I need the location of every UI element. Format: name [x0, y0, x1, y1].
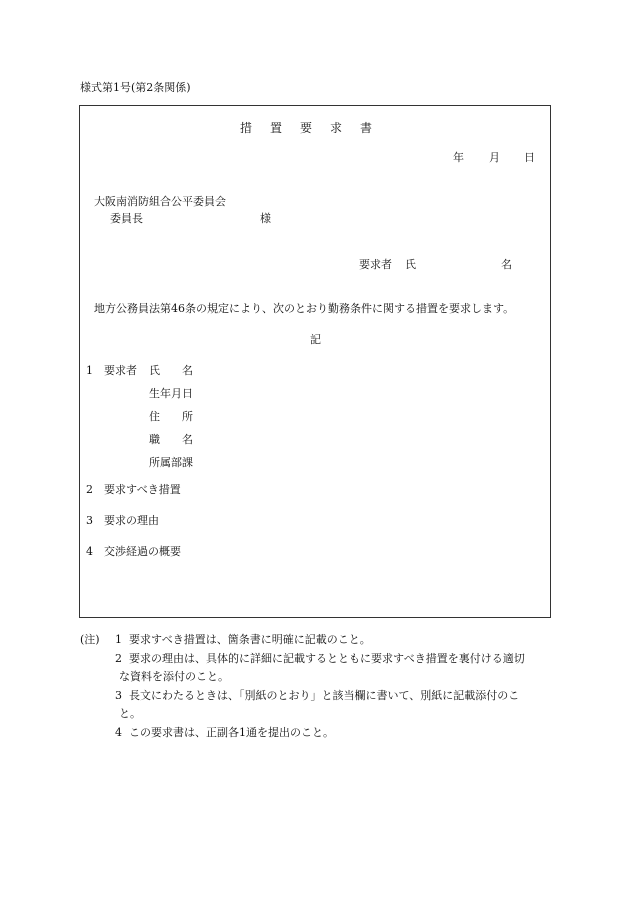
item-label-negotiation: 交渉経過の概要	[104, 545, 181, 558]
item-label-reason: 要求の理由	[104, 514, 159, 527]
note-text: 長文にわたるときは、「別紙のとおり」と該当欄に書いて、別紙に記載添付のこ	[129, 689, 520, 702]
form-code: 様式第1号(第2条関係)	[80, 81, 191, 94]
item-label-requester: 要求者	[104, 364, 137, 377]
field-birthdate: 生年月日	[149, 387, 193, 400]
note-text: この要求書は、正副各1通を提出のこと。	[129, 726, 334, 739]
note-number: 2	[115, 652, 122, 665]
addressee-organization: 大阪南消防組合公平委員会	[94, 195, 226, 208]
request-statement: 地方公務員法第46条の規定により、次のとおり勤務条件に関する措置を要求します。	[94, 302, 515, 315]
date-year: 年	[453, 151, 464, 164]
note-text: 要求の理由は、具体的に詳細に記載するとともに要求すべき措置を裏付ける適切	[129, 652, 525, 665]
note-text-continuation: な資料を添付のこと。	[119, 670, 229, 683]
note-text-continuation: と。	[119, 707, 141, 720]
requester-mei: 名	[501, 258, 512, 271]
note-number: 4	[115, 726, 122, 739]
note-number: 3	[115, 689, 122, 702]
notes-label: (注)	[80, 633, 100, 646]
note-number: 1	[115, 633, 122, 646]
item-label-measures: 要求すべき措置	[104, 483, 181, 496]
date-day: 日	[524, 151, 535, 164]
document-title: 措置要求書	[240, 121, 391, 135]
requester-label: 要求者	[359, 258, 392, 271]
addressee-chair: 委員長	[110, 212, 143, 225]
field-name: 氏 名	[149, 364, 193, 377]
requester-shi: 氏	[405, 258, 416, 271]
item-number-4: 4	[86, 545, 93, 558]
ki-heading: 記	[310, 333, 321, 346]
field-job-title: 職 名	[149, 433, 193, 446]
field-address: 住 所	[149, 410, 193, 423]
item-number-1: 1	[86, 364, 93, 377]
form-box	[79, 105, 551, 618]
date-month: 月	[489, 151, 500, 164]
field-department: 所属部課	[149, 456, 193, 469]
item-number-2: 2	[86, 483, 93, 496]
addressee-honorific: 様	[260, 212, 271, 225]
item-number-3: 3	[86, 514, 93, 527]
note-text: 要求すべき措置は、箇条書に明確に記載のこと。	[129, 633, 371, 646]
